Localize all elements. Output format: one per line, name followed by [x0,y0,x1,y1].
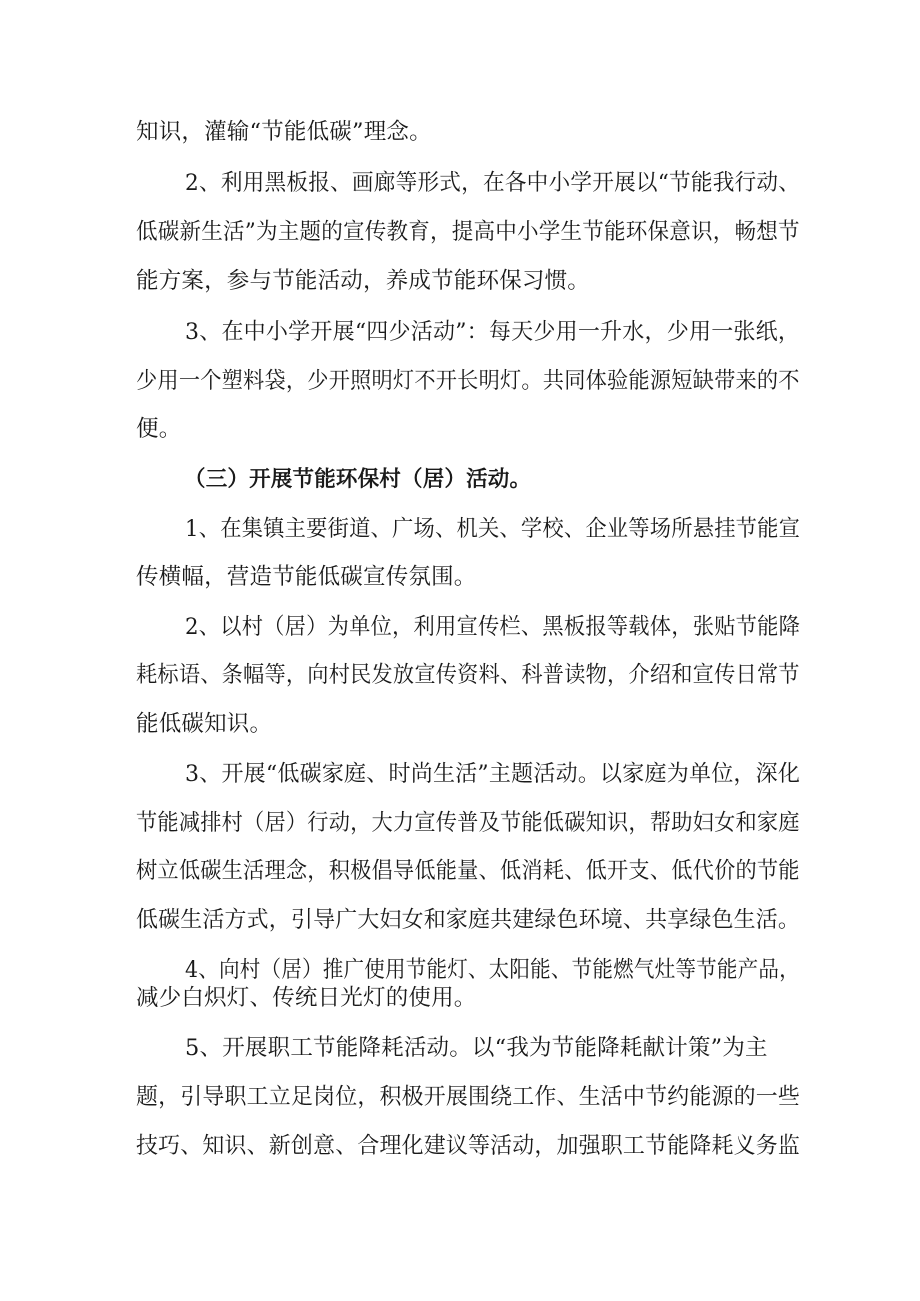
text-line-20: 5、开展职工节能降耗活动。以“我为节能降耗献计策”为主 [185,1035,768,1061]
text-line-22: 技巧、知识、新创意、合理化建议等活动，加强职工节能降耗义务监 [136,1133,801,1159]
text-line-5: 3、在中小学开展“四少活动”：每天少用一升水，少用一张纸， [185,319,801,345]
text-line-1: 知识，灌输“节能低碳”理念。 [136,119,432,145]
text-line-9: 1、在集镇主要街道、广场、机关、学校、企业等场所悬挂节能宣 [185,516,801,542]
section-heading: （三）开展节能环保村（居）活动。 [184,467,532,492]
text-line-7: 便。 [136,416,182,442]
text-line-2: 2、利用黑板报、画廊等形式，在各中小学开展以“节能我行动、 [185,170,801,196]
text-line-10: 传横幅，营造节能低碳宣传氛围。 [136,564,477,590]
text-line-12: 耗标语、条幅等，向村民发放宣传资料、科普读物，介绍和宣传日常节 [136,662,800,688]
text-line-15: 节能减排村（居）行动，大力宣传普及节能低碳知识，帮助妇女和家庭 [136,810,800,836]
text-line-14: 3、开展“低碳家庭、时尚生活”主题活动。以家庭为单位，深化 [185,761,801,787]
text-line-21: 题，引导职工立足岗位，积极开展围绕工作、生活中节约能源的一些 [136,1084,801,1110]
text-line-13: 能低碳知识。 [136,711,273,737]
text-line-4: 能方案，参与节能活动，养成节能环保习惯。 [136,268,591,294]
text-line-6: 少用一个塑料袋，少开照明灯不开长明灯。共同体验能源短缺带来的不 [136,368,800,394]
text-line-18: 4、向村（居）推广使用节能灯、太阳能、节能燃气灶等节能产品， [185,957,800,983]
text-line-17: 低碳生活方式，引导广大妇女和家庭共建绿色环境、共享绿色生活。 [136,907,801,933]
text-line-19: 减少白炽灯、传统日光灯的使用。 [136,985,477,1011]
text-line-3: 低碳新生活”为主题的宣传教育，提高中小学生节能环保意识，畅想节 [136,219,800,245]
text-line-16: 树立低碳生活理念，积极倡导低能量、低消耗、低开支、低代价的节能 [136,858,800,884]
text-line-11: 2、以村（居）为单位，利用宣传栏、黑板报等载体，张贴节能降 [185,614,801,640]
